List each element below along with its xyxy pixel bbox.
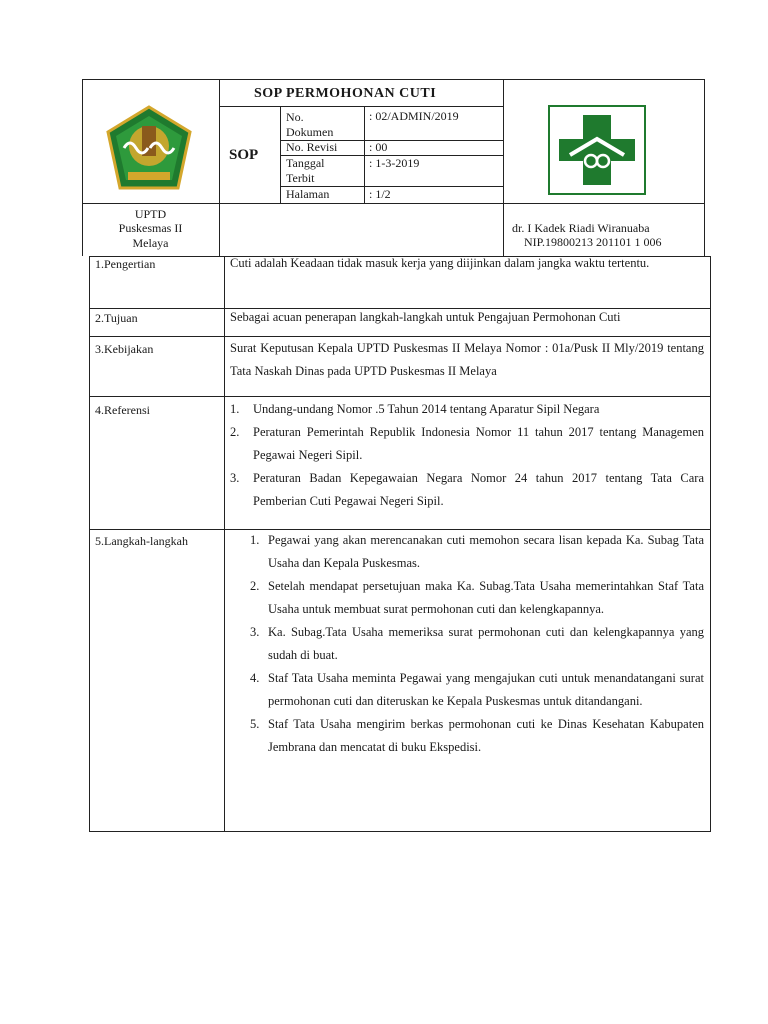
org-line-1: UPTD xyxy=(134,207,167,221)
meta-label-tanggal: Tanggal Terbit xyxy=(286,156,325,185)
section-label-pengertian: 1.Pengertian xyxy=(95,257,156,271)
signer-nip: NIP.19800213 201101 1 006 xyxy=(524,235,662,249)
meta-label-revisi: No. Revisi xyxy=(286,140,338,154)
section-label-referensi: 4.Referensi xyxy=(95,403,150,417)
org-line-2: Puskesmas II xyxy=(118,221,183,235)
list-item: 4. Staf Tata Usaha meminta Pegawai yang mengajukan cuti untuk menandatangani surat permohonan cuti dan diteruskan ke Kepala Puskesmas untuk ditandangani. xyxy=(250,671,704,708)
meta-value-halaman: : 1/2 xyxy=(369,187,391,201)
signer-name: dr. I Kadek Riadi Wiranuaba xyxy=(512,221,650,235)
meta-label-halaman: Halaman xyxy=(286,187,330,201)
meta-value-revisi: : 00 xyxy=(369,140,388,154)
sop-label: SOP xyxy=(229,147,259,163)
section-text-kebijakan: Surat Keputusan Kepala UPTD Puskesmas II Melaya Nomor : 01a/Pusk II Mly/2019 tentang Tata Naskah Dinas pada UPTD Puskesmas II Melaya xyxy=(230,341,704,378)
meta-value-tanggal: : 1-3-2019 xyxy=(369,156,420,170)
document-title: SOP PERMOHONAN CUTI xyxy=(254,86,437,101)
list-item: 1. Pegawai yang akan merencanakan cuti memohon secara lisan kepada Ka. Subag Tata Usaha dan Kepala Puskesmas. xyxy=(250,533,704,570)
langkah-list xyxy=(250,529,704,759)
puskesmas-cross-logo xyxy=(548,105,646,195)
list-item: 5. Staf Tata Usaha mengirim berkas permohonan cuti ke Dinas Kesehatan Kabupaten Jembrana dan mencatat di buku Ekspedisi. xyxy=(250,717,704,754)
list-item: 2. Setelah mendapat persetujuan maka Ka. Subag.Tata Usaha memerintahkan Staf Tata Usaha untuk membuat surat permohonan cuti dan kelengkapannya. xyxy=(250,579,704,616)
list-item: 3. Ka. Subag.Tata Usaha memeriksa surat permohonan cuti dan kelengkapannya yang sudah di buat. xyxy=(250,625,704,662)
list-item: 2. Peraturan Pemerintah Republik Indonesia Nomor 11 tahun 2017 tentang Managemen Pegawai Negeri Sipil. xyxy=(230,425,704,462)
list-item: 1. Undang-undang Nomor .5 Tahun 2014 tentang Aparatur Sipil Negara xyxy=(230,402,600,416)
section-text-pengertian: Cuti adalah Keadaan tidak masuk kerja yang diijinkan dalam jangka waktu tertentu. xyxy=(230,256,650,270)
section-label-tujuan: 2.Tujuan xyxy=(95,311,138,325)
section-label-kebijakan: 3.Kebijakan xyxy=(95,342,154,356)
meta-label-dokumen: No. Dokumen xyxy=(286,110,334,139)
section-label-langkah: 5.Langkah-langkah xyxy=(95,534,188,548)
province-emblem-logo xyxy=(104,104,194,192)
referensi-list xyxy=(230,398,704,513)
meta-value-dokumen: : 02/ADMIN/2019 xyxy=(369,109,459,123)
org-line-3: Melaya xyxy=(132,236,169,250)
section-text-tujuan: Sebagai acuan penerapan langkah-langkah untuk Pengajuan Permohonan Cuti xyxy=(230,310,621,324)
list-item: 3. Peraturan Badan Kepegawaian Negara Nomor 24 tahun 2017 tentang Tata Cara Pemberian Cuti Pegawai Negeri Sipil. xyxy=(230,471,704,508)
